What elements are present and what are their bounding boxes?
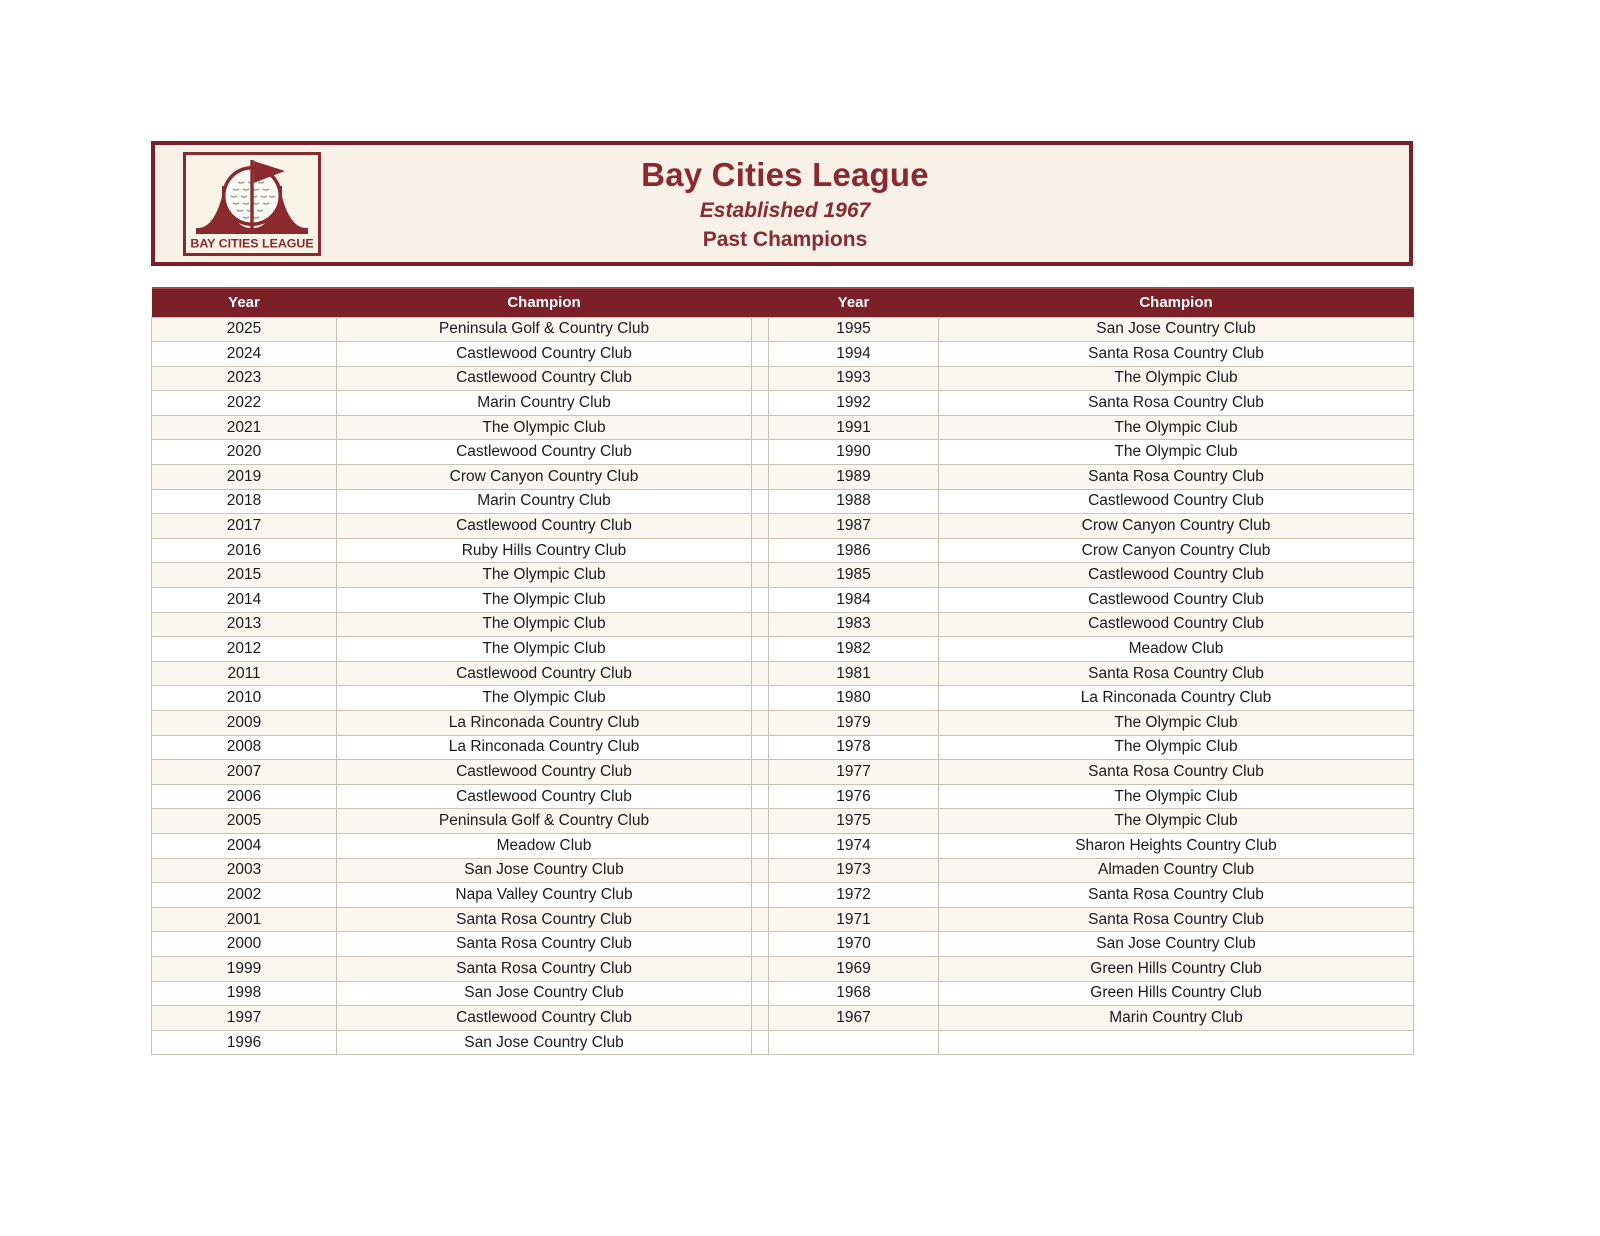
- column-header-year-left[interactable]: Year: [152, 288, 337, 317]
- champions-table: [151, 287, 1414, 1055]
- cell-year-right: 1982: [769, 637, 939, 662]
- cell-year-left: 2007: [152, 760, 337, 785]
- table-row[interactable]: [152, 711, 1414, 736]
- table-row[interactable]: [152, 538, 1414, 563]
- table-row[interactable]: [152, 760, 1414, 785]
- cell-champion-right: The Olympic Club: [939, 415, 1414, 440]
- cell-year-left: 2009: [152, 711, 337, 736]
- cell-gap: [752, 465, 769, 490]
- cell-year-right: 1986: [769, 538, 939, 563]
- cell-year-left: 2016: [152, 538, 337, 563]
- cell-champion-left: Castlewood Country Club: [337, 661, 752, 686]
- cell-year-right: 1969: [769, 956, 939, 981]
- cell-year-left: 2015: [152, 563, 337, 588]
- cell-gap: [752, 661, 769, 686]
- cell-gap: [752, 711, 769, 736]
- cell-gap: [752, 809, 769, 834]
- cell-gap: [752, 833, 769, 858]
- table-row[interactable]: [152, 366, 1414, 391]
- cell-gap: [752, 637, 769, 662]
- cell-year-right-empty: [769, 1030, 939, 1055]
- cell-year-left: 2024: [152, 342, 337, 367]
- cell-gap: [752, 883, 769, 908]
- cell-gap: [752, 489, 769, 514]
- cell-year-left: 2020: [152, 440, 337, 465]
- section-title: Past Champions: [702, 227, 868, 251]
- cell-gap: [752, 686, 769, 711]
- column-header-year-right[interactable]: Year: [769, 288, 939, 317]
- cell-year-left: 2008: [152, 735, 337, 760]
- column-header-gap: [752, 288, 769, 317]
- cell-champion-right: The Olympic Club: [939, 711, 1414, 736]
- cell-gap: [752, 784, 769, 809]
- cell-gap: [752, 612, 769, 637]
- masthead-banner: [151, 141, 1413, 266]
- cell-year-left: 2004: [152, 833, 337, 858]
- cell-year-right: 1970: [769, 932, 939, 957]
- cell-year-left: 2011: [152, 661, 337, 686]
- cell-year-left: 2012: [152, 637, 337, 662]
- cell-year-left: 2006: [152, 784, 337, 809]
- cell-year-right: 1993: [769, 366, 939, 391]
- cell-champion-right: Marin Country Club: [939, 1006, 1414, 1031]
- cell-year-left: 2014: [152, 588, 337, 613]
- cell-champion-right: Santa Rosa Country Club: [939, 907, 1414, 932]
- cell-gap-empty: [752, 1030, 769, 1055]
- cell-gap: [752, 563, 769, 588]
- cell-gap: [752, 735, 769, 760]
- cell-year-left: 2022: [152, 391, 337, 416]
- cell-year-right: 1976: [769, 784, 939, 809]
- cell-champion-left: Crow Canyon Country Club: [337, 465, 752, 490]
- cell-year-right: 1989: [769, 465, 939, 490]
- table-header-row: [152, 288, 1414, 317]
- cell-year-right: 1974: [769, 833, 939, 858]
- cell-year-right: 1991: [769, 415, 939, 440]
- cell-gap: [752, 858, 769, 883]
- cell-year-left: 2021: [152, 415, 337, 440]
- table-row[interactable]: [152, 686, 1414, 711]
- cell-year-left: 2018: [152, 489, 337, 514]
- cell-year-left: 2013: [152, 612, 337, 637]
- cell-champion-left: The Olympic Club: [337, 686, 752, 711]
- table-row[interactable]: [152, 858, 1414, 883]
- league-logo: [183, 152, 321, 256]
- table-row[interactable]: [152, 391, 1414, 416]
- table-row[interactable]: [152, 465, 1414, 490]
- cell-champion-left: La Rinconada Country Club: [337, 735, 752, 760]
- cell-gap: [752, 588, 769, 613]
- cell-champion-left: Santa Rosa Country Club: [337, 956, 752, 981]
- cell-year-left: 1998: [152, 981, 337, 1006]
- cell-champion-left: San Jose Country Club: [337, 858, 752, 883]
- cell-year-right: 1981: [769, 661, 939, 686]
- cell-champion-right: The Olympic Club: [939, 809, 1414, 834]
- cell-year-left: 1997: [152, 1006, 337, 1031]
- cell-year-right: 1983: [769, 612, 939, 637]
- column-header-champion-right[interactable]: Champion: [939, 288, 1414, 317]
- table-row[interactable]: [152, 440, 1414, 465]
- cell-year-left: 2005: [152, 809, 337, 834]
- cell-champion-right: Santa Rosa Country Club: [939, 661, 1414, 686]
- cell-gap: [752, 1006, 769, 1031]
- cell-champion-left: San Jose Country Club: [337, 981, 752, 1006]
- cell-gap: [752, 366, 769, 391]
- table-head: [152, 288, 1414, 317]
- cell-champion-left: Castlewood Country Club: [337, 514, 752, 539]
- cell-champion-right: Castlewood Country Club: [939, 588, 1414, 613]
- cell-champion-right: Santa Rosa Country Club: [939, 391, 1414, 416]
- cell-champion-right: Santa Rosa Country Club: [939, 760, 1414, 785]
- cell-champion-right: Santa Rosa Country Club: [939, 342, 1414, 367]
- cell-year-left: 2003: [152, 858, 337, 883]
- cell-gap: [752, 514, 769, 539]
- table-row[interactable]: [152, 883, 1414, 908]
- cell-year-left: 2019: [152, 465, 337, 490]
- table-row[interactable]: [152, 833, 1414, 858]
- cell-year-right: 1972: [769, 883, 939, 908]
- cell-champion-left: Castlewood Country Club: [337, 760, 752, 785]
- cell-champion-left: The Olympic Club: [337, 637, 752, 662]
- champions-table-container: [151, 287, 1413, 1055]
- cell-gap: [752, 760, 769, 785]
- cell-year-left: 1996: [152, 1030, 337, 1055]
- cell-champion-right: The Olympic Club: [939, 366, 1414, 391]
- cell-year-right: 1977: [769, 760, 939, 785]
- cell-champion-left: The Olympic Club: [337, 415, 752, 440]
- cell-champion-left: San Jose Country Club: [337, 1030, 752, 1055]
- cell-champion-left: Castlewood Country Club: [337, 1006, 752, 1031]
- cell-champion-left: The Olympic Club: [337, 588, 752, 613]
- logo-wordmark: BAY CITIES LEAGUE: [190, 236, 314, 250]
- table-row[interactable]: [152, 735, 1414, 760]
- table-row[interactable]: [152, 956, 1414, 981]
- cell-champion-right: San Jose Country Club: [939, 932, 1414, 957]
- cell-year-left: 2025: [152, 317, 337, 342]
- cell-year-right: 1994: [769, 342, 939, 367]
- cell-champion-right: The Olympic Club: [939, 735, 1414, 760]
- table-row[interactable]: [152, 514, 1414, 539]
- cell-year-right: 1987: [769, 514, 939, 539]
- cell-champion-left: Santa Rosa Country Club: [337, 932, 752, 957]
- cell-year-right: 1973: [769, 858, 939, 883]
- cell-champion-left: Santa Rosa Country Club: [337, 907, 752, 932]
- cell-gap: [752, 907, 769, 932]
- cell-year-right: 1995: [769, 317, 939, 342]
- cell-champion-right: Meadow Club: [939, 637, 1414, 662]
- table-row[interactable]: [152, 784, 1414, 809]
- cell-champion-right: Santa Rosa Country Club: [939, 883, 1414, 908]
- table-row[interactable]: [152, 932, 1414, 957]
- cell-gap: [752, 415, 769, 440]
- cell-champion-right: Castlewood Country Club: [939, 489, 1414, 514]
- cell-year-right: 1990: [769, 440, 939, 465]
- cell-champion-left: Peninsula Golf & Country Club: [337, 317, 752, 342]
- cell-champion-right: Crow Canyon Country Club: [939, 514, 1414, 539]
- cell-year-left: 2010: [152, 686, 337, 711]
- cell-gap: [752, 440, 769, 465]
- table-row[interactable]: [152, 612, 1414, 637]
- cell-year-left: 2000: [152, 932, 337, 957]
- table-row[interactable]: [152, 563, 1414, 588]
- cell-year-right: 1968: [769, 981, 939, 1006]
- cell-champion-right: Castlewood Country Club: [939, 612, 1414, 637]
- cell-champion-right: Sharon Heights Country Club: [939, 833, 1414, 858]
- cell-champion-left: Napa Valley Country Club: [337, 883, 752, 908]
- cell-champion-right: Crow Canyon Country Club: [939, 538, 1414, 563]
- cell-year-right: 1979: [769, 711, 939, 736]
- cell-gap: [752, 538, 769, 563]
- cell-gap: [752, 391, 769, 416]
- cell-champion-left: Meadow Club: [337, 833, 752, 858]
- cell-champion-right: Castlewood Country Club: [939, 563, 1414, 588]
- cell-champion-left: Castlewood Country Club: [337, 366, 752, 391]
- table-row[interactable]: [152, 489, 1414, 514]
- cell-year-left: 2002: [152, 883, 337, 908]
- cell-year-right: 1985: [769, 563, 939, 588]
- table-row[interactable]: [152, 588, 1414, 613]
- table-row[interactable]: [152, 1006, 1414, 1031]
- cell-champion-right: San Jose Country Club: [939, 317, 1414, 342]
- cell-champion-left: The Olympic Club: [337, 563, 752, 588]
- cell-champion-left: Castlewood Country Club: [337, 784, 752, 809]
- cell-champion-left: Peninsula Golf & Country Club: [337, 809, 752, 834]
- table-row[interactable]: [152, 809, 1414, 834]
- cell-champion-left: Marin Country Club: [337, 391, 752, 416]
- page-title: Bay Cities League: [641, 155, 929, 193]
- cell-champion-left: Marin Country Club: [337, 489, 752, 514]
- masthead-text: [321, 155, 1249, 251]
- cell-champion-right: Santa Rosa Country Club: [939, 465, 1414, 490]
- table-row[interactable]: [152, 637, 1414, 662]
- column-header-champion-left[interactable]: Champion: [337, 288, 752, 317]
- cell-year-right: 1975: [769, 809, 939, 834]
- cell-year-right: 1980: [769, 686, 939, 711]
- table-row[interactable]: [152, 317, 1414, 342]
- cell-year-right: 1988: [769, 489, 939, 514]
- cell-champion-left: La Rinconada Country Club: [337, 711, 752, 736]
- cell-year-left: 2023: [152, 366, 337, 391]
- cell-champion-left: Castlewood Country Club: [337, 342, 752, 367]
- cell-champion-right-empty: [939, 1030, 1414, 1055]
- cell-year-right: 1978: [769, 735, 939, 760]
- cell-champion-right: The Olympic Club: [939, 440, 1414, 465]
- cell-champion-left: The Olympic Club: [337, 612, 752, 637]
- golf-ball-bridge-flag-icon: [190, 158, 314, 250]
- cell-gap: [752, 956, 769, 981]
- table-row[interactable]: [152, 907, 1414, 932]
- cell-champion-right: Green Hills Country Club: [939, 981, 1414, 1006]
- table-row[interactable]: [152, 661, 1414, 686]
- established-line: Established 1967: [699, 198, 871, 222]
- cell-year-right: 1971: [769, 907, 939, 932]
- cell-year-right: 1984: [769, 588, 939, 613]
- cell-year-left: 2017: [152, 514, 337, 539]
- cell-gap: [752, 342, 769, 367]
- table-body: [152, 317, 1414, 1055]
- cell-champion-left: Ruby Hills Country Club: [337, 538, 752, 563]
- table-row[interactable]: [152, 981, 1414, 1006]
- cell-champion-right: The Olympic Club: [939, 784, 1414, 809]
- table-row[interactable]: [152, 415, 1414, 440]
- cell-gap: [752, 932, 769, 957]
- cell-year-right: 1992: [769, 391, 939, 416]
- cell-champion-right: La Rinconada Country Club: [939, 686, 1414, 711]
- cell-champion-right: Almaden Country Club: [939, 858, 1414, 883]
- table-row[interactable]: [152, 1030, 1414, 1055]
- cell-champion-right: Green Hills Country Club: [939, 956, 1414, 981]
- cell-year-left: 1999: [152, 956, 337, 981]
- table-row[interactable]: [152, 342, 1414, 367]
- cell-year-right: 1967: [769, 1006, 939, 1031]
- cell-gap: [752, 981, 769, 1006]
- cell-year-left: 2001: [152, 907, 337, 932]
- cell-gap: [752, 317, 769, 342]
- cell-champion-left: Castlewood Country Club: [337, 440, 752, 465]
